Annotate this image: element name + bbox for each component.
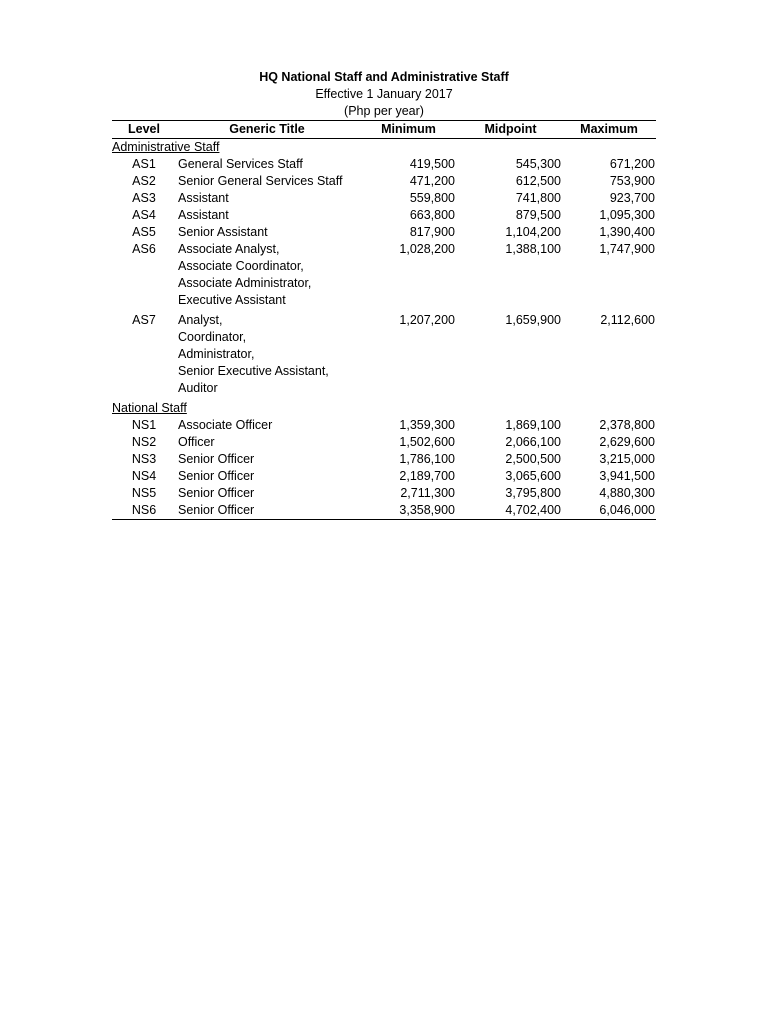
section-header-row	[112, 400, 656, 417]
generic-title-line: Executive Assistant	[178, 293, 286, 307]
column-header-maximum: Maximum	[562, 121, 656, 139]
level-cell: NS2	[131, 435, 157, 449]
section-header-row	[112, 139, 656, 157]
minimum-cell: 1,786,100	[399, 452, 455, 466]
table-row	[112, 224, 656, 241]
table-row	[112, 190, 656, 207]
generic-title-line: Analyst,	[178, 313, 223, 327]
table-row	[112, 312, 656, 397]
generic-title-cell	[176, 224, 358, 241]
generic-title-line: Associate Administrator,	[178, 276, 312, 290]
table-row	[112, 434, 656, 451]
midpoint-cell: 3,795,800	[505, 486, 561, 500]
generic-title-cell	[176, 156, 358, 173]
midpoint-cell: 2,066,100	[505, 435, 561, 449]
minimum-cell: 471,200	[409, 174, 455, 188]
generic-title-cell	[176, 434, 358, 451]
generic-title-cell	[176, 190, 358, 207]
level-cell: AS1	[132, 157, 156, 171]
effective-date: Effective 1 January 2017	[315, 87, 453, 101]
level-cell: NS5	[131, 486, 157, 500]
midpoint-cell: 741,800	[515, 191, 561, 205]
maximum-cell: 923,700	[609, 191, 655, 205]
column-header-midpoint: Midpoint	[459, 121, 562, 139]
generic-title-line: Auditor	[178, 381, 218, 395]
maximum-cell: 6,046,000	[562, 502, 656, 520]
midpoint-cell: 1,388,100	[505, 242, 561, 256]
minimum-cell: 3,358,900	[358, 502, 459, 520]
level-cell: AS4	[132, 208, 156, 222]
document-title: HQ National Staff and Administrative Staff	[259, 70, 509, 84]
maximum-cell: 3,941,500	[599, 469, 655, 483]
midpoint-cell: 2,500,500	[505, 452, 561, 466]
table-row	[112, 417, 656, 434]
minimum-cell: 1,028,200	[399, 242, 455, 256]
level-cell: AS6	[132, 242, 156, 256]
salary-schedule-document	[112, 69, 656, 520]
maximum-cell: 1,095,300	[599, 208, 655, 222]
maximum-cell: 1,747,900	[599, 242, 655, 256]
generic-title-cell	[176, 485, 358, 502]
generic-title-line: General Services Staff	[178, 157, 303, 171]
table-row	[112, 207, 656, 224]
generic-title-cell	[176, 468, 358, 485]
table-row	[112, 468, 656, 485]
generic-title-line: Associate Analyst,	[178, 242, 280, 256]
generic-title-cell	[176, 451, 358, 468]
minimum-cell: 1,207,200	[399, 313, 455, 327]
generic-title-line: Senior Executive Assistant,	[178, 364, 329, 378]
generic-title-line: Associate Officer	[178, 418, 273, 432]
level-cell: AS2	[132, 174, 156, 188]
generic-title-line: Administrator,	[178, 347, 255, 361]
generic-title-cell	[176, 502, 358, 520]
column-header-generic-title: Generic Title	[176, 121, 358, 139]
table-row	[112, 241, 656, 309]
maximum-cell: 3,215,000	[599, 452, 655, 466]
level-cell: NS1	[131, 418, 157, 432]
salary-table	[112, 120, 656, 520]
generic-title-cell	[176, 417, 358, 434]
maximum-cell: 1,390,400	[599, 225, 655, 239]
minimum-cell: 559,800	[409, 191, 455, 205]
table-row	[112, 502, 656, 520]
table-header-row	[112, 121, 656, 139]
generic-title-line: Associate Coordinator,	[178, 259, 304, 273]
minimum-cell: 2,189,700	[399, 469, 455, 483]
maximum-cell: 2,629,600	[599, 435, 655, 449]
level-cell: NS4	[131, 469, 157, 483]
minimum-cell: 663,800	[409, 208, 455, 222]
minimum-cell: 1,502,600	[399, 435, 455, 449]
level-cell: AS5	[132, 225, 156, 239]
maximum-cell: 2,112,600	[600, 313, 655, 327]
maximum-cell: 4,880,300	[599, 486, 655, 500]
generic-title-line: Officer	[178, 435, 215, 449]
midpoint-cell: 545,300	[515, 157, 561, 171]
midpoint-cell: 879,500	[515, 208, 561, 222]
generic-title-line: Senior Assistant	[178, 225, 268, 239]
generic-title-cell	[176, 241, 358, 309]
midpoint-cell: 612,500	[515, 174, 561, 188]
minimum-cell: 1,359,300	[399, 418, 455, 432]
table-row	[112, 485, 656, 502]
table-row	[112, 156, 656, 173]
midpoint-cell: 4,702,400	[459, 502, 562, 520]
generic-title-cell	[176, 312, 358, 397]
minimum-cell: 419,500	[409, 157, 455, 171]
midpoint-cell: 1,659,900	[505, 313, 561, 327]
generic-title-line: Senior Officer	[178, 469, 255, 483]
table-row	[112, 451, 656, 468]
midpoint-cell: 1,869,100	[505, 418, 561, 432]
level-cell: NS3	[131, 452, 157, 466]
generic-title-line: Senior Officer	[178, 452, 255, 466]
maximum-cell: 2,378,800	[599, 418, 655, 432]
generic-title-line: Senior Officer	[178, 486, 255, 500]
generic-title-line: Senior Officer	[178, 503, 255, 517]
generic-title-line: Assistant	[178, 208, 229, 222]
generic-title-line: Assistant	[178, 191, 229, 205]
table-body	[112, 139, 656, 520]
generic-title-line: Senior General Services Staff	[178, 174, 343, 188]
level-cell: AS7	[132, 313, 156, 327]
generic-title-cell	[176, 207, 358, 224]
maximum-cell: 753,900	[609, 174, 655, 188]
minimum-cell: 2,711,300	[400, 486, 455, 500]
midpoint-cell: 3,065,600	[505, 469, 561, 483]
level-cell: NS6	[112, 502, 176, 520]
column-header-level: Level	[112, 121, 176, 139]
table-row	[112, 173, 656, 190]
column-header-minimum: Minimum	[358, 121, 459, 139]
section-label: Administrative Staff	[112, 140, 220, 154]
currency-unit: (Php per year)	[344, 104, 424, 118]
maximum-cell: 671,200	[609, 157, 655, 171]
generic-title-cell	[176, 173, 358, 190]
minimum-cell: 817,900	[409, 225, 455, 239]
level-cell: AS3	[132, 191, 156, 205]
section-label: National Staff	[112, 401, 187, 415]
midpoint-cell: 1,104,200	[505, 225, 561, 239]
generic-title-line: Coordinator,	[178, 330, 247, 344]
